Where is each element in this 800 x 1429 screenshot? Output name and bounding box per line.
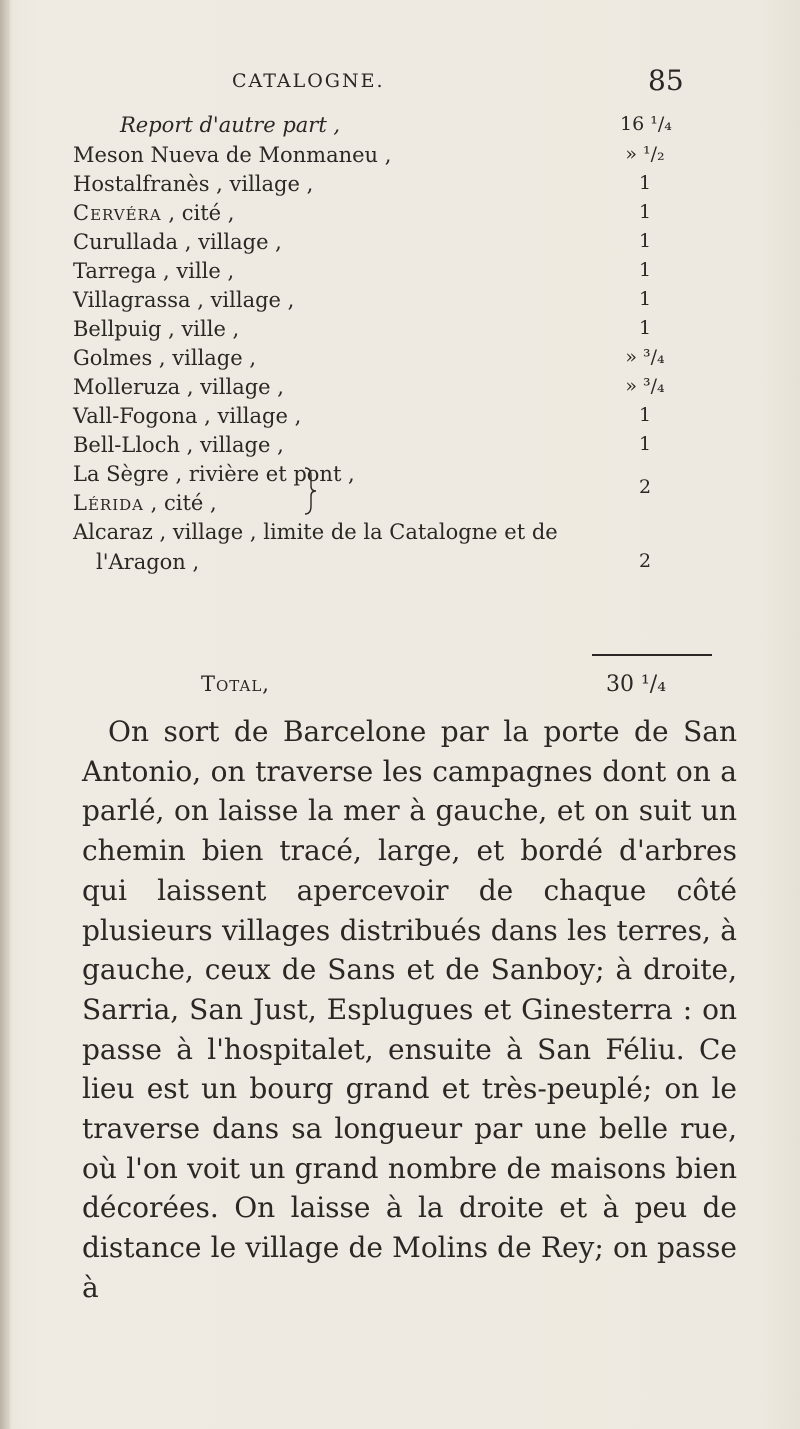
distance-value: 2: [638, 550, 652, 572]
table-row: [0, 201, 800, 231]
place-name-rest: , cité ,: [143, 491, 217, 515]
running-head: CATALOGNE.: [232, 70, 385, 92]
table-row: [0, 404, 800, 434]
body-paragraph: On sort de Barcelone par la porte de San Antonio, on traverse les campagnes dont on a parlé, on laisse la mer à gauche, et on suit un chemin bien tracé, large, et bordé d'arbres qui laissent apercevoir de chaque côté plusieurs villages distribués dans les terres, à gauche, ceux de Sans et de Sanboy; à droite, Sarria, San Just, Esplugues et Ginesterra : on passe à l'hospitalet, ensuite à San Féliu. Ce lieu est un bourg grand et très-peuplé; on le traverse dans sa longueur par une belle rue, où l'on voit un grand nombre de maisons bien décorées. On laisse à la droite et à peu de distance le village de Molins de Rey; on passe à: [82, 715, 737, 1304]
place-name: La Sègre , rivière et pont ,: [73, 462, 355, 486]
place-name-continued: l'Aragon ,: [96, 550, 200, 574]
distance-value: 1: [638, 201, 652, 223]
table-row: [0, 172, 800, 202]
place-name: Bellpuig , ville ,: [73, 317, 240, 341]
place-name: Molleruza , village ,: [73, 375, 284, 399]
report-label: Report d'autre part ,: [120, 113, 341, 137]
brace-value-row: [0, 476, 800, 506]
place-name: Golmes , village ,: [73, 346, 257, 370]
place-name: Curullada , village ,: [73, 230, 282, 254]
place-name: Tarrega , ville ,: [73, 259, 235, 283]
table-row: [0, 230, 800, 260]
place-name: Meson Nueva de Monmaneu ,: [73, 143, 392, 167]
report-value: 16 ¹/₄: [620, 113, 672, 135]
table-row: [0, 259, 800, 289]
place-name: Hostalfranès , village ,: [73, 172, 314, 196]
distance-value: 1: [638, 288, 652, 310]
distance-value: 1: [638, 259, 652, 281]
distance-value: » ³/₄: [625, 346, 665, 368]
distance-value: 1: [638, 404, 652, 426]
place-name: Bell-Lloch , village ,: [73, 433, 284, 457]
report-row: [0, 113, 800, 143]
table-row: [0, 346, 800, 376]
place-name: Vall-Fogona , village ,: [73, 404, 302, 428]
table-row: [0, 520, 800, 550]
place-name: Alcaraz , village , limite de la Catalogne et de: [73, 520, 558, 544]
distance-value: 2: [638, 476, 652, 498]
table-row: [0, 288, 800, 318]
table-row: [0, 433, 800, 463]
table-row: [0, 143, 800, 173]
distance-value: 1: [638, 230, 652, 252]
place-name-rest: , cité ,: [161, 201, 235, 225]
place-name: [73, 201, 234, 225]
total-rule: [592, 654, 712, 656]
total-value: 30 ¹/₄: [606, 672, 667, 697]
table-row: [0, 375, 800, 405]
place-name-small-caps: Cervéra: [73, 201, 162, 225]
table-row: [0, 550, 800, 580]
distance-value: » ³/₄: [625, 375, 665, 397]
distance-value: 1: [638, 172, 652, 194]
distance-value: » ¹/₂: [625, 143, 665, 165]
page-number: 85: [648, 64, 684, 97]
distance-value: 1: [638, 317, 652, 339]
place-name-small-caps: Lérida: [73, 491, 144, 515]
place-name: Villagrassa , village ,: [73, 288, 295, 312]
distance-value: 1: [638, 433, 652, 455]
total-label: Total,: [201, 672, 270, 696]
table-row: [0, 317, 800, 347]
